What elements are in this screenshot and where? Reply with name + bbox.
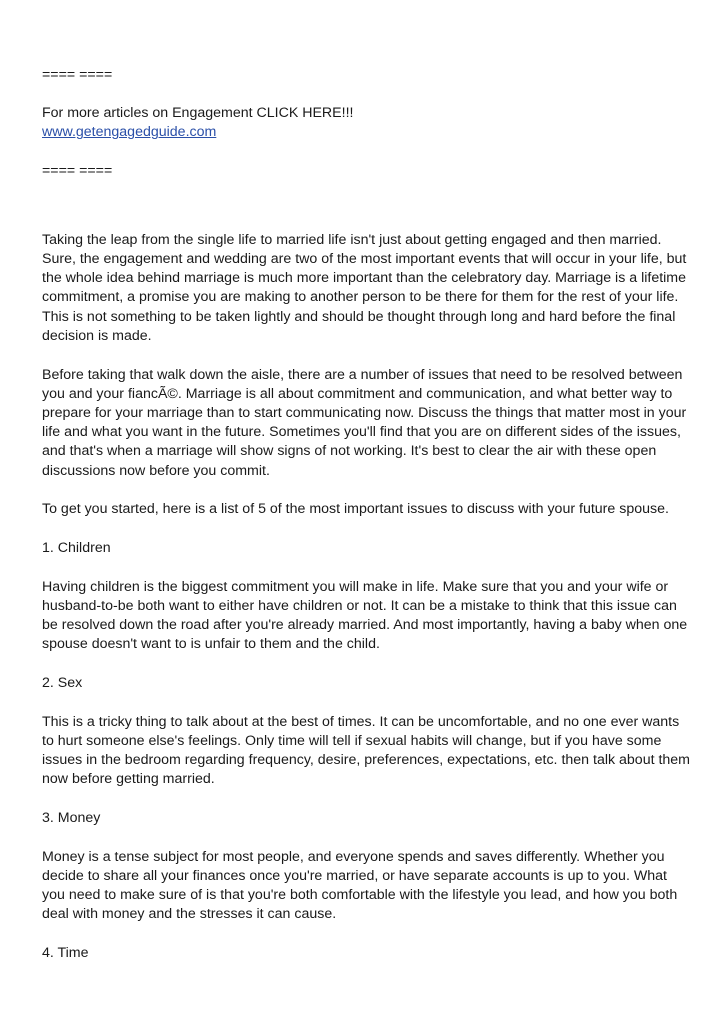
section-heading-money: 3. Money	[42, 809, 101, 826]
section-heading-time: 4. Time	[42, 945, 89, 961]
fiance-paragraph: Before taking that walk down the aisle, there are a number of issues that need to be resolved between you and your fiancÃ©. Marriage is all about commitment and communication, and what better way to prepare for your marriage than to start communicating now. Discuss the things that matter most in your life and what you want in the future. Sometimes you'll find that you are on different sides of the issues, and that's when a marriage will show signs of not working. It's best to clear the air with these open discussions now before you commit.	[42, 366, 687, 479]
separator-bottom: ==== ====	[42, 162, 113, 179]
promo-link[interactable]: www.getengagedguide.com	[42, 124, 217, 141]
promo-text: For more articles on Engagement CLICK HERE!!!	[42, 105, 354, 122]
separator-top: ==== ====	[42, 67, 113, 83]
list-intro-paragraph: To get you started, here is a list of 5 of the most important issues to discuss with your future spouse.	[42, 501, 669, 518]
section-heading-sex: 2. Sex	[42, 674, 83, 691]
section-heading-children: 1. Children	[42, 539, 111, 556]
section-body-sex: This is a tricky thing to talk about at the best of times. It can be uncomfortable, and no one ever wants to hurt someone else's feelings. Only time will tell if sexual habits will change, but if you have some issues in the bedroom regarding frequency, desire, preferences, expectations, etc. then talk about them now before getting married.	[42, 713, 691, 788]
section-body-money: Money is a tense subject for most people, and everyone spends and saves differently. Whether you decide to share all your finances once you're married, or have separate accounts is up to you. What you need to make sure of is that you're both comfortable with the lifestyle you lead, and how you both deal with money and the stresses it can cause.	[42, 848, 678, 923]
section-body-children: Having children is the biggest commitment you will make in life. Make sure that you and your wife or husband-to-be both want to either have children or not. It can be a mistake to think that this issue can be resolved down the road after you're already married. And most importantly, having a baby when one spouse doesn't want to is unfair to them and the child.	[42, 578, 688, 653]
document-page	[42, 66, 692, 983]
intro-paragraph: Taking the leap from the single life to married life isn't just about getting engaged and then married. Sure, the engagement and wedding are two of the most important events that will occur in your life, but the whole idea behind marriage is much more important than the celebratory day. Marriage is a lifetime commitment, a promise you are making to another person to be there for them for the rest of your life. This is not something to be taken lightly and should be thought through long and hard before the final decision is made.	[42, 231, 687, 344]
